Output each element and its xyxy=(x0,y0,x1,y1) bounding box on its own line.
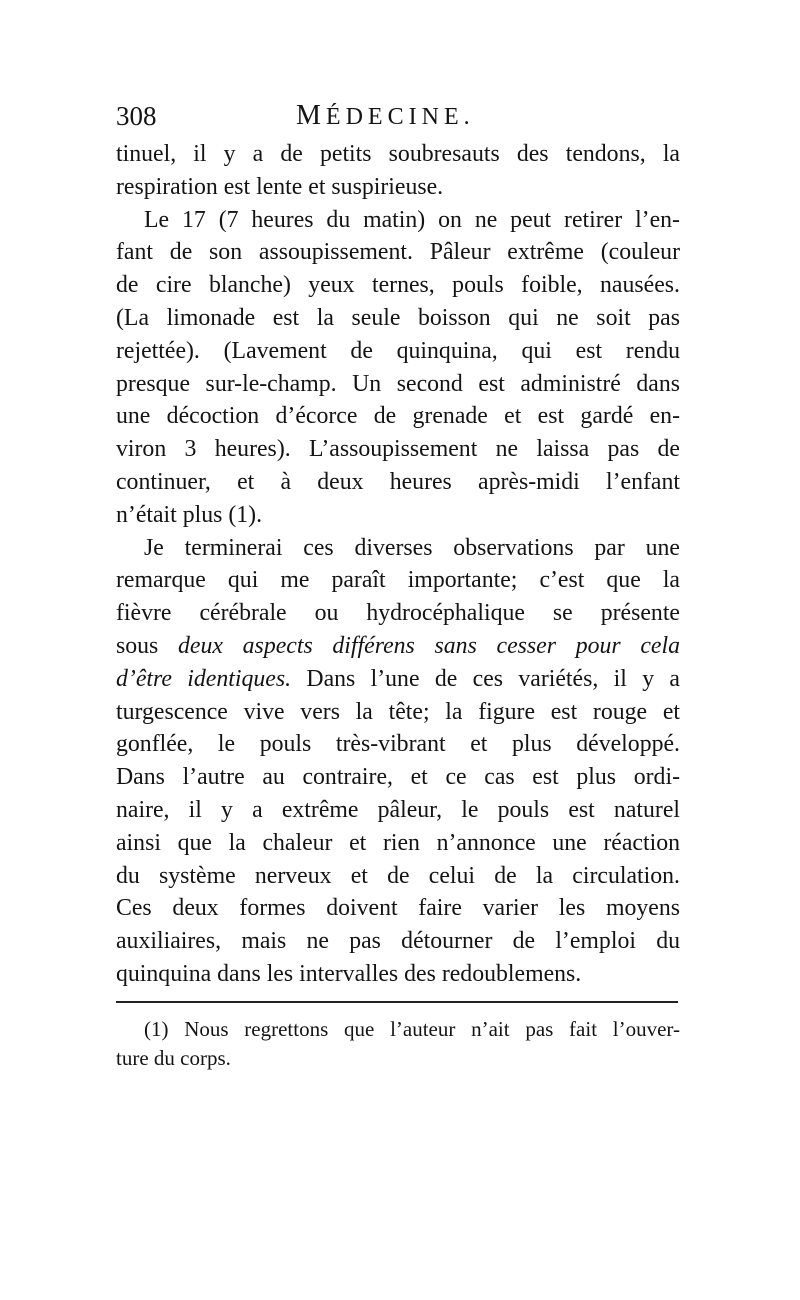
text-line: (La limonade est la seule boisson qui ne soit pas xyxy=(116,304,680,331)
footnote xyxy=(116,1015,680,1073)
footnote-line: ture du corps. xyxy=(116,1045,231,1070)
running-head: MÉDECINE. xyxy=(296,100,475,131)
book-page xyxy=(116,94,680,1073)
text-line: turgescence vive vers la tête; la figure est rouge et xyxy=(116,698,680,725)
text-line: de cire blanche) yeux ternes, pouls foible, nausées. xyxy=(116,272,680,299)
paragraph xyxy=(116,532,680,991)
text-line: continuer, et à deux heures après-midi l’enfant xyxy=(116,468,680,495)
footnote-rule xyxy=(116,1001,678,1003)
text-line: d’être identiques. Dans l’une de ces variétés, il y a xyxy=(116,665,680,692)
text-line: remarque qui me paraît importante; c’est que la xyxy=(116,567,680,594)
text-line: une décoction d’écorce de grenade et est gardé en- xyxy=(116,403,680,430)
text-line: fièvre cérébrale ou hydrocéphalique se présente xyxy=(116,600,680,627)
text-line: auxiliaires, mais ne pas détourner de l’emploi du xyxy=(116,928,680,955)
body-text xyxy=(116,138,680,991)
page-number: 308 xyxy=(116,101,157,131)
page-header xyxy=(116,94,680,138)
text-line: n’était plus (1). xyxy=(116,501,263,528)
text-line: Je terminerai ces diverses observations par une xyxy=(144,534,680,561)
text-line: rejettée). (Lavement de quinquina, qui est rendu xyxy=(116,337,680,364)
text-line: respiration est lente et suspirieuse. xyxy=(116,173,444,200)
text-line: du système nerveux et de celui de la circulation. xyxy=(116,862,680,889)
text-line: fant de son assoupissement. Pâleur extrême (couleur xyxy=(116,239,680,266)
text-line: presque sur-le-champ. Un second est administré dans xyxy=(116,370,680,397)
text-line: naire, il y a extrême pâleur, le pouls est naturel xyxy=(116,796,680,823)
text-line: ainsi que la chaleur et rien n’annonce une réaction xyxy=(116,829,680,856)
text-line: Ces deux formes doivent faire varier les moyens xyxy=(116,895,680,922)
footnote-line: (1) Nous regrettons que l’auteur n’ait pas fait l’ouver- xyxy=(144,1016,680,1041)
text-line: viron 3 heures). L’assoupissement ne laissa pas de xyxy=(116,436,680,463)
text-line: gonflée, le pouls très-vibrant et plus développé. xyxy=(116,731,680,758)
paragraph xyxy=(116,138,680,204)
text-line: sous deux aspects différens sans cesser pour cela xyxy=(116,632,680,659)
text-line: Dans l’autre au contraire, et ce cas est plus ordi- xyxy=(116,764,680,791)
paragraph xyxy=(116,204,680,532)
text-line: quinquina dans les intervalles des redoublemens. xyxy=(116,960,582,987)
text-line: tinuel, il y a de petits soubresauts des tendons, la xyxy=(116,141,680,167)
text-line: Le 17 (7 heures du matin) on ne peut retirer l’en- xyxy=(144,206,680,233)
